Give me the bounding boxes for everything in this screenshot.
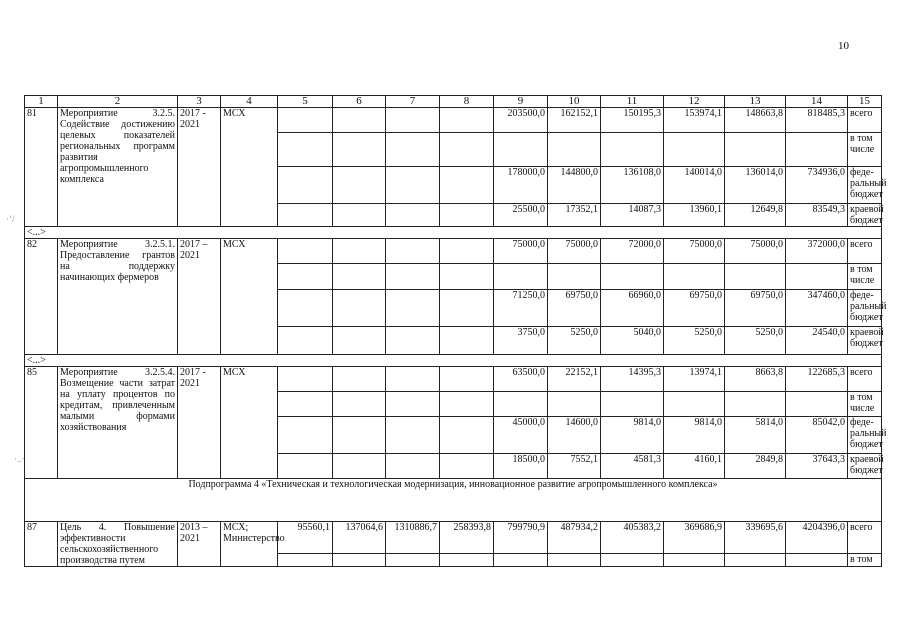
amount-cell: 71250,0	[494, 290, 548, 327]
amount-cell: 25500,0	[494, 204, 548, 227]
empty-cell	[725, 133, 786, 167]
amount-cell: 69750,0	[725, 290, 786, 327]
amount-cell: 37643,3	[786, 454, 848, 479]
funding-label: феде-ральный бюджет	[848, 417, 882, 454]
amount-cell: 5250,0	[725, 327, 786, 355]
column-header: 7	[386, 96, 440, 108]
amount-cell: 162152,1	[548, 108, 601, 133]
amount-cell: 799790,9	[494, 522, 548, 554]
empty-cell	[664, 554, 725, 567]
scan-mark: ·‘/	[6, 214, 15, 224]
amount-cell: 150195,3	[601, 108, 664, 133]
empty-cell	[494, 554, 548, 567]
empty-cell	[333, 554, 386, 567]
page-number: 10	[838, 40, 849, 52]
empty-cell	[440, 239, 494, 264]
funding-label: краевой бюджет	[848, 327, 882, 355]
amount-cell: 5814,0	[725, 417, 786, 454]
empty-cell	[278, 167, 333, 204]
amount-cell: 18500,0	[494, 454, 548, 479]
empty-cell	[548, 133, 601, 167]
amount-cell: 258393,8	[440, 522, 494, 554]
table-row	[25, 522, 882, 554]
amount-cell: 9814,0	[664, 417, 725, 454]
column-header: 9	[494, 96, 548, 108]
empty-cell	[440, 204, 494, 227]
empty-cell	[440, 454, 494, 479]
empty-cell	[386, 327, 440, 355]
period-cell: 2017 – 2021	[178, 239, 221, 355]
column-header: 3	[178, 96, 221, 108]
empty-cell	[278, 108, 333, 133]
empty-cell	[440, 264, 494, 290]
scan-mark: ·..·	[14, 454, 25, 464]
empty-cell	[440, 367, 494, 392]
empty-cell	[725, 554, 786, 567]
ellipsis-row	[25, 355, 882, 367]
executor-cell: МСХ	[221, 239, 278, 355]
empty-cell	[386, 167, 440, 204]
empty-cell	[333, 327, 386, 355]
column-header: 10	[548, 96, 601, 108]
amount-cell: 4581,3	[601, 454, 664, 479]
empty-cell	[786, 392, 848, 417]
column-header: 4	[221, 96, 278, 108]
amount-cell: 5250,0	[664, 327, 725, 355]
empty-cell	[664, 264, 725, 290]
empty-cell	[386, 554, 440, 567]
empty-cell	[725, 264, 786, 290]
empty-cell	[386, 108, 440, 133]
empty-cell	[278, 327, 333, 355]
period-cell: 2017 - 2021	[178, 108, 221, 227]
amount-cell: 75000,0	[725, 239, 786, 264]
funding-label: в том	[848, 554, 882, 567]
empty-cell	[664, 392, 725, 417]
empty-cell	[278, 204, 333, 227]
empty-cell	[440, 133, 494, 167]
empty-cell	[440, 108, 494, 133]
funding-label: краевой бюджет	[848, 454, 882, 479]
measure-description: Мероприятие 3.2.5.1. Предоставление грантов на поддержку начинающих фермеров	[58, 239, 178, 355]
amount-cell: 75000,0	[548, 239, 601, 264]
funding-label: в том числе	[848, 392, 882, 417]
column-header: 2	[58, 96, 178, 108]
amount-cell: 372000,0	[786, 239, 848, 264]
amount-cell: 3750,0	[494, 327, 548, 355]
empty-cell	[725, 392, 786, 417]
empty-cell	[278, 417, 333, 454]
amount-cell: 1310886,7	[386, 522, 440, 554]
empty-cell	[333, 204, 386, 227]
funding-label: всего	[848, 239, 882, 264]
empty-cell	[386, 454, 440, 479]
period-cell: 2017 - 2021	[178, 367, 221, 479]
funding-label: в том числе	[848, 264, 882, 290]
funding-label: всего	[848, 108, 882, 133]
executor-cell: МСХ; Министерство	[221, 522, 278, 567]
empty-cell	[548, 554, 601, 567]
empty-cell	[548, 392, 601, 417]
amount-cell: 405383,2	[601, 522, 664, 554]
amount-cell: 72000,0	[601, 239, 664, 264]
empty-cell	[786, 133, 848, 167]
empty-cell	[278, 133, 333, 167]
amount-cell: 69750,0	[664, 290, 725, 327]
empty-cell	[494, 392, 548, 417]
amount-cell: 14087,3	[601, 204, 664, 227]
empty-cell	[333, 454, 386, 479]
amount-cell: 122685,3	[786, 367, 848, 392]
header-row	[25, 96, 882, 108]
ellipsis-row	[25, 227, 882, 239]
empty-cell	[494, 133, 548, 167]
amount-cell: 17352,1	[548, 204, 601, 227]
empty-cell	[440, 167, 494, 204]
empty-cell	[601, 264, 664, 290]
budget-table	[24, 95, 887, 567]
amount-cell: 13974,1	[664, 367, 725, 392]
column-header: 12	[664, 96, 725, 108]
row-number: 82	[25, 239, 58, 355]
amount-cell: 14600,0	[548, 417, 601, 454]
column-header: 8	[440, 96, 494, 108]
amount-cell: 8663,8	[725, 367, 786, 392]
executor-cell: МСХ	[221, 108, 278, 227]
empty-cell	[333, 239, 386, 264]
empty-cell	[333, 417, 386, 454]
amount-cell: 339695,6	[725, 522, 786, 554]
amount-cell: 137064,6	[333, 522, 386, 554]
column-header: 13	[725, 96, 786, 108]
amount-cell: 7552,1	[548, 454, 601, 479]
empty-cell	[386, 264, 440, 290]
funding-label: всего	[848, 367, 882, 392]
amount-cell: 9814,0	[601, 417, 664, 454]
empty-cell	[440, 327, 494, 355]
amount-cell: 203500,0	[494, 108, 548, 133]
amount-cell: 369686,9	[664, 522, 725, 554]
column-header: 5	[278, 96, 333, 108]
ellipsis-cell: <...>	[25, 355, 882, 367]
amount-cell: 136108,0	[601, 167, 664, 204]
amount-cell: 2849,8	[725, 454, 786, 479]
column-header: 14	[786, 96, 848, 108]
empty-cell	[386, 417, 440, 454]
amount-cell: 148663,8	[725, 108, 786, 133]
empty-cell	[601, 392, 664, 417]
amount-cell: 5250,0	[548, 327, 601, 355]
amount-cell: 14395,3	[601, 367, 664, 392]
empty-cell	[440, 290, 494, 327]
amount-cell: 153974,1	[664, 108, 725, 133]
row-number: 87	[25, 522, 58, 567]
funding-label: феде-ральный бюджет	[848, 167, 882, 204]
amount-cell: 22152,1	[548, 367, 601, 392]
measure-description: Мероприятие 3.2.5.4. Возмещение части затрат на уплату процентов по кредитам, привлеченным малыми формами хозяйствования	[58, 367, 178, 479]
column-header: 15	[848, 96, 882, 108]
row-number: 81	[25, 108, 58, 227]
empty-cell	[333, 264, 386, 290]
amount-cell: 83549,3	[786, 204, 848, 227]
amount-cell: 734936,0	[786, 167, 848, 204]
empty-cell	[386, 239, 440, 264]
amount-cell: 178000,0	[494, 167, 548, 204]
empty-cell	[601, 554, 664, 567]
amount-cell: 95560,1	[278, 522, 333, 554]
amount-cell: 4160,1	[664, 454, 725, 479]
amount-cell: 13960,1	[664, 204, 725, 227]
amount-cell: 136014,0	[725, 167, 786, 204]
empty-cell	[278, 392, 333, 417]
empty-cell	[333, 290, 386, 327]
measure-description: Мероприятие 3.2.5. Содействие достижению целевых показателей региональных программ развития агропромышленного комплекса	[58, 108, 178, 227]
amount-cell: 45000,0	[494, 417, 548, 454]
ellipsis-cell: <...>	[25, 227, 882, 239]
amount-cell: 487934,2	[548, 522, 601, 554]
subprogram-title: Подпрограмма 4 «Техническая и технологическая модернизация, инновационное развитие агропромышленного комплекса»	[25, 479, 882, 522]
empty-cell	[786, 554, 848, 567]
empty-cell	[278, 264, 333, 290]
amount-cell: 144800,0	[548, 167, 601, 204]
empty-cell	[786, 264, 848, 290]
amount-cell: 75000,0	[494, 239, 548, 264]
table-row	[25, 108, 882, 133]
empty-cell	[548, 264, 601, 290]
amount-cell: 85042,0	[786, 417, 848, 454]
funding-label: краевой бюджет	[848, 204, 882, 227]
empty-cell	[333, 108, 386, 133]
empty-cell	[386, 392, 440, 417]
empty-cell	[440, 417, 494, 454]
empty-cell	[333, 392, 386, 417]
table-row	[25, 239, 882, 264]
amount-cell: 24540,0	[786, 327, 848, 355]
empty-cell	[664, 133, 725, 167]
period-cell: 2013 – 2021	[178, 522, 221, 567]
empty-cell	[278, 290, 333, 327]
funding-label: феде-ральный бюджет	[848, 290, 882, 327]
amount-cell: 75000,0	[664, 239, 725, 264]
amount-cell: 347460,0	[786, 290, 848, 327]
empty-cell	[278, 554, 333, 567]
funding-label: всего	[848, 522, 882, 554]
empty-cell	[386, 290, 440, 327]
empty-cell	[440, 554, 494, 567]
empty-cell	[440, 392, 494, 417]
funding-label: в том числе	[848, 133, 882, 167]
column-header: 6	[333, 96, 386, 108]
row-number: 85	[25, 367, 58, 479]
empty-cell	[601, 133, 664, 167]
column-header: 11	[601, 96, 664, 108]
amount-cell: 140014,0	[664, 167, 725, 204]
empty-cell	[278, 454, 333, 479]
empty-cell	[494, 264, 548, 290]
empty-cell	[278, 239, 333, 264]
executor-cell: МСХ	[221, 367, 278, 479]
amount-cell: 66960,0	[601, 290, 664, 327]
amount-cell: 4204396,0	[786, 522, 848, 554]
goal-description: Цель 4. Повышение эффективности сельскохозяйственного производства путем	[58, 522, 178, 567]
empty-cell	[333, 367, 386, 392]
amount-cell: 69750,0	[548, 290, 601, 327]
empty-cell	[386, 133, 440, 167]
column-header: 1	[25, 96, 58, 108]
amount-cell: 63500,0	[494, 367, 548, 392]
table-row	[25, 367, 882, 392]
empty-cell	[386, 204, 440, 227]
empty-cell	[333, 133, 386, 167]
amount-cell: 818485,3	[786, 108, 848, 133]
amount-cell: 5040,0	[601, 327, 664, 355]
subprogram-row	[25, 479, 882, 522]
amount-cell: 12649,8	[725, 204, 786, 227]
empty-cell	[278, 367, 333, 392]
empty-cell	[386, 367, 440, 392]
empty-cell	[333, 167, 386, 204]
